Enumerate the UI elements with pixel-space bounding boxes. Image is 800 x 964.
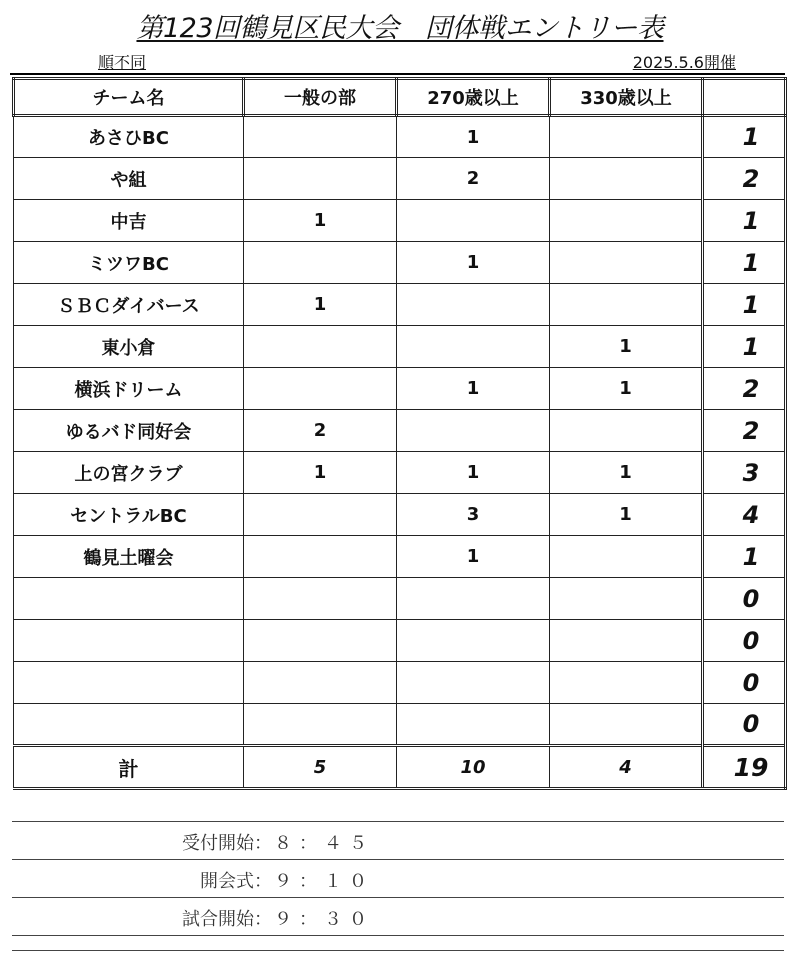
over330-count-cell	[550, 242, 703, 284]
over330-count-cell	[550, 410, 703, 452]
team-name-cell: ＳＢＣダイバース	[14, 284, 244, 326]
general-count-cell: 1	[244, 284, 397, 326]
team-name-cell	[14, 620, 244, 662]
column-header-over270: 270歳以上	[397, 79, 550, 116]
over270-count-cell	[397, 284, 550, 326]
team-total-cell: 4	[703, 494, 786, 536]
over330-count-cell	[550, 662, 703, 704]
team-name-cell: 東小倉	[14, 326, 244, 368]
general-count-cell: 1	[244, 200, 397, 242]
table-row	[14, 242, 786, 284]
column-header-total	[703, 79, 786, 116]
schedule-time: ８：４５	[274, 833, 374, 854]
general-count-cell	[244, 578, 397, 620]
over270-count-cell	[397, 620, 550, 662]
over270-count-cell: 1	[397, 536, 550, 578]
order-note: 順不同	[98, 53, 147, 72]
team-total-cell: 1	[703, 326, 786, 368]
table-row	[14, 704, 786, 746]
team-total-cell: 1	[703, 200, 786, 242]
schedule-divider	[12, 950, 784, 951]
table-row	[14, 578, 786, 620]
entry-table-body	[14, 116, 786, 746]
over270-count-cell: 3	[397, 494, 550, 536]
team-total-cell: 2	[703, 368, 786, 410]
general-count-cell	[244, 662, 397, 704]
team-name-cell: 横浜ドリーム	[14, 368, 244, 410]
schedule-label: 試合開始：	[182, 909, 272, 930]
over270-count-cell: 1	[397, 452, 550, 494]
team-name-cell: 上の宮クラブ	[14, 452, 244, 494]
over330-count-cell: 1	[550, 368, 703, 410]
over270-count-cell	[397, 326, 550, 368]
team-name-cell: セントラルBC	[14, 494, 244, 536]
schedule-item-match-start	[12, 897, 784, 935]
sum-row	[14, 746, 786, 789]
team-total-cell: 1	[703, 284, 786, 326]
team-name-cell	[14, 704, 244, 746]
table-row	[14, 200, 786, 242]
team-name-cell: ゆるバド同好会	[14, 410, 244, 452]
table-row	[14, 326, 786, 368]
sum-over330: 4	[550, 746, 703, 789]
over330-count-cell	[550, 116, 703, 158]
column-header-over330: 330歳以上	[550, 79, 703, 116]
column-header-team: チーム名	[14, 79, 244, 116]
general-count-cell	[244, 158, 397, 200]
table-row	[14, 452, 786, 494]
table-row	[14, 662, 786, 704]
over330-count-cell	[550, 704, 703, 746]
team-total-cell: 2	[703, 158, 786, 200]
general-count-cell	[244, 536, 397, 578]
over330-count-cell	[550, 158, 703, 200]
team-name-cell: あさひBC	[14, 116, 244, 158]
general-count-cell	[244, 494, 397, 536]
general-count-cell	[244, 242, 397, 284]
general-count-cell	[244, 620, 397, 662]
schedule-label: 開会式：	[200, 871, 272, 892]
entry-table	[12, 77, 787, 790]
over270-count-cell: 1	[397, 368, 550, 410]
team-name-cell: や組	[14, 158, 244, 200]
schedule-time: ９：３０	[274, 909, 374, 930]
team-total-cell: 2	[703, 410, 786, 452]
team-name-cell	[14, 662, 244, 704]
table-row	[14, 368, 786, 410]
header-row	[14, 79, 786, 116]
schedule-time: ９：１０	[274, 871, 374, 892]
schedule-divider	[12, 935, 784, 936]
over270-count-cell	[397, 200, 550, 242]
over270-count-cell: 1	[397, 116, 550, 158]
general-count-cell: 2	[244, 410, 397, 452]
over330-count-cell	[550, 200, 703, 242]
team-total-cell: 0	[703, 620, 786, 662]
over330-count-cell: 1	[550, 326, 703, 368]
schedule-item-reception	[12, 821, 784, 859]
sum-total: 19	[703, 746, 786, 789]
table-row	[14, 620, 786, 662]
document-title: 第123回鶴見区民大会 団体戦エントリー表	[136, 13, 664, 44]
team-total-cell: 0	[703, 662, 786, 704]
team-total-cell: 1	[703, 536, 786, 578]
team-total-cell: 0	[703, 578, 786, 620]
sum-label: 計	[14, 746, 244, 789]
team-name-cell: 鶴見土曜会	[14, 536, 244, 578]
over330-count-cell	[550, 578, 703, 620]
over270-count-cell	[397, 704, 550, 746]
team-name-cell: 中吉	[14, 200, 244, 242]
over270-count-cell: 1	[397, 242, 550, 284]
sum-over270: 10	[397, 746, 550, 789]
team-total-cell: 1	[703, 116, 786, 158]
table-row	[14, 158, 786, 200]
team-name-cell	[14, 578, 244, 620]
team-total-cell: 1	[703, 242, 786, 284]
over330-count-cell	[550, 620, 703, 662]
over270-count-cell: 2	[397, 158, 550, 200]
over330-count-cell	[550, 284, 703, 326]
over330-count-cell	[550, 536, 703, 578]
over270-count-cell	[397, 410, 550, 452]
general-count-cell: 1	[244, 452, 397, 494]
table-row	[14, 116, 786, 158]
table-row	[14, 284, 786, 326]
team-total-cell: 3	[703, 452, 786, 494]
sum-general: 5	[244, 746, 397, 789]
over270-count-cell	[397, 578, 550, 620]
event-date: 2025.5.6開催	[632, 53, 736, 72]
table-row	[14, 410, 786, 452]
schedule-label: 受付開始：	[182, 833, 272, 854]
team-name-cell: ミツワBC	[14, 242, 244, 284]
general-count-cell	[244, 326, 397, 368]
table-row	[14, 494, 786, 536]
over330-count-cell: 1	[550, 494, 703, 536]
table-row	[14, 536, 786, 578]
over330-count-cell: 1	[550, 452, 703, 494]
over270-count-cell	[397, 662, 550, 704]
schedule-item-opening	[12, 859, 784, 897]
general-count-cell	[244, 116, 397, 158]
general-count-cell	[244, 368, 397, 410]
team-total-cell: 0	[703, 704, 786, 746]
column-header-general: 一般の部	[244, 79, 397, 116]
general-count-cell	[244, 704, 397, 746]
